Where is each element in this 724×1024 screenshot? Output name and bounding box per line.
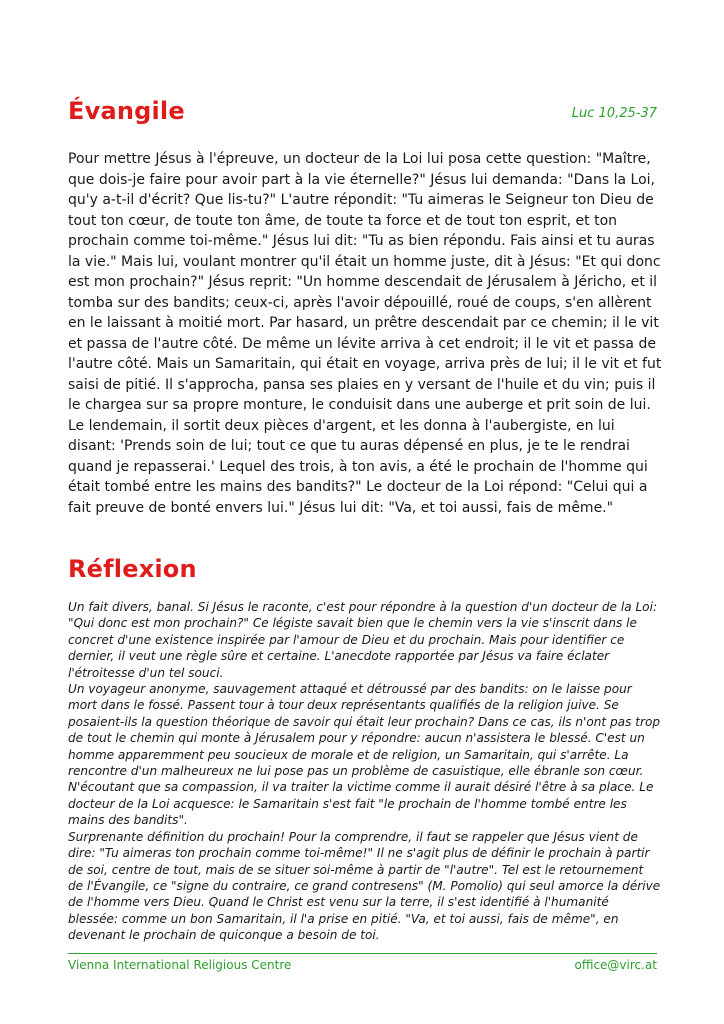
- reflection-text: [68, 599, 662, 944]
- footer-divider: [68, 953, 657, 954]
- footer-organization: Vienna International Religious Centre: [68, 958, 292, 972]
- gospel-heading: Évangile: [68, 97, 185, 125]
- reflection-heading: Réflexion: [68, 555, 197, 583]
- footer-email[interactable]: office@virc.at: [574, 958, 657, 972]
- reflection-paragraph: Surprenante définition du prochain! Pour la comprendre, il faut se rappeler que Jésus vient de dire: "Tu aimeras ton prochain comme toi-même!" Il ne s'agit plus de définir le prochain à partir de soi, centre de tout, mais de se situer soi-même à partir de "l'autre". Tel est le retournement de l'Évangile, ce "signe du contraire, ce grand contresens" (M. Pomolio) qui seul amorce la dérive de l'homme vers Dieu. Quand le Christ est venu sur la terre, il s'est identifié à l'humanité blessée: comme un bon Samaritain, il l'a prise en pitié. "Va, et toi aussi, fais de même", en devenant le prochain de quiconque a besoin de toi.: [68, 829, 661, 943]
- gospel-text: Pour mettre Jésus à l'épreuve, un docteur de la Loi lui posa cette question: "Maître, que dois-je faire pour avoir part à la vie éternelle?" Jésus lui demanda: "Dans la Loi, qu'y a-t-il d'écrit? Que lis-tu?" L'autre répondit: "Tu aimeras le Seigneur ton Dieu de tout ton cœur, de toute ton âme, de toute ta force et de tout ton esprit, et ton prochain comme toi-même." Jésus lui dit: "Tu as bien répondu. Fais ainsi et tu auras la vie." Mais lui, voulant montrer qu'il était un homme juste, dit à Jésus: "Et qui donc est mon prochain?" Jésus reprit: "Un homme descendait de Jérusalem à Jéricho, et il tomba sur des bandits; ceux-ci, après l'avoir dépouillé, roué de coups, s'en allèrent en le laissant à moitié mort. Par hasard, un prêtre descendait par ce chemin; il le vit et passa de l'autre côté. De même un lévite arriva à cet endroit; il le vit et passa de l'autre côté. Mais un Samaritain, qui était en voyage, arriva près de lui; il le vit et fut saisi de pitié. Il s'approcha, pansa ses plaies en y versant de l'huile et du vin; puis il le chargea sur sa propre monture, le conduisit dans une auberge et prit soin de lui. Le lendemain, il sortit deux pièces d'argent, et les donna à l'aubergiste, en lui disant: 'Prends soin de lui; tout ce que tu auras dépensé en plus, je te le rendrai quand je repasserai.' Lequel des trois, à ton avis, a été le prochain de l'homme qui était tombé entre les mains des bandits?" Le docteur de la Loi répond: "Celui qui a fait preuve de bonté envers lui." Jésus lui dit: "Va, et toi aussi, fais de même.": [68, 151, 662, 516]
- scripture-reference: Luc 10,25-37: [571, 106, 657, 121]
- reflection-paragraph: Un fait divers, banal. Si Jésus le raconte, c'est pour répondre à la question d'un docteur de la Loi: "Qui donc est mon prochain?" Ce légiste savait bien que le chemin vers la vie s'inscrit dans le concret d'une existence inspirée par l'amour de Dieu et du prochain. Mais pour identifier ce dernier, il veut une règle sûre et certaine. L'anecdote rapportée par Jésus va faire éclater l'étroitesse d'un tel souci.: [68, 600, 658, 680]
- reflection-paragraph: Un voyageur anonyme, sauvagement attaqué et détroussé par des bandits: on le laisse pour mort dans le fossé. Passent tour à tour deux représentants qualifiés de la religion juive. Se posaient-ils la question théorique de savoir qui était leur prochain? Dans ce cas, ils n'ont pas trop de tout le chemin qui monte à Jérusalem pour y répondre: aucun n'assistera le blessé. C'est un homme apparemment peu soucieux de morale et de religion, un Samaritain, qui s'arrête. La rencontre d'un malheureux ne lui pose pas un problème de casuistique, elle ébranle son cœur. N'écoutant que sa compassion, il va traiter la victime comme il aurait désiré l'être à sa place. Le docteur de la Loi acquesce: le Samaritain s'est fait "le prochain de l'homme tombé entre les mains des bandits".: [68, 682, 661, 828]
